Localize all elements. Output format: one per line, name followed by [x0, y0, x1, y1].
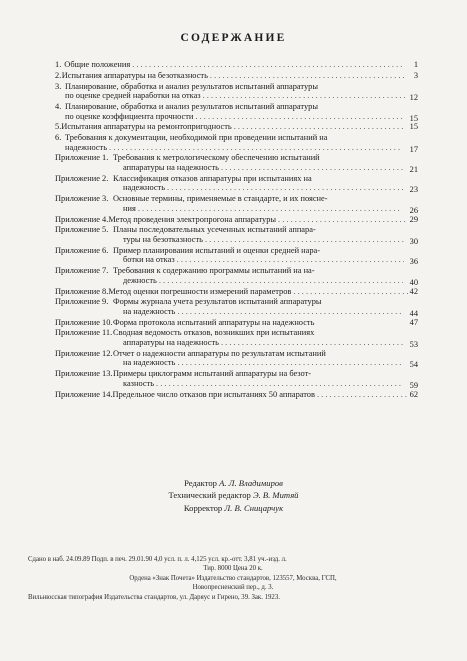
section-number: 6.	[55, 133, 62, 143]
toc-entry	[55, 317, 418, 328]
toc-entry-text: Примеры циклограмм испытаний аппаратуры на безот-	[113, 369, 312, 379]
toc-entry	[55, 101, 418, 123]
toc-line	[55, 102, 415, 112]
toc-entry	[55, 328, 418, 350]
toc-entry	[55, 122, 418, 132]
toc-page-number: 62	[409, 389, 418, 399]
toc-entry-text: Форма протокола испытаний аппаратуры на надежность	[113, 317, 315, 327]
imprint-line: Вильнюсская типография Издательства стандартов, ул. Даряус и Гирено, 39. Зак. 1923.	[28, 593, 280, 601]
credit-name: Л. В. Сницарчук	[224, 502, 284, 513]
appendix-label: Приложение 5.	[55, 225, 109, 235]
credit-name: А. Л. Владимиров	[219, 478, 283, 488]
toc-entry	[55, 348, 418, 370]
toc-entry-text: Планирование, обработка и анализ результатов испытаний аппаратуры	[65, 101, 318, 111]
toc-line	[55, 82, 415, 92]
toc-line	[55, 328, 415, 338]
leader-dots	[132, 60, 402, 70]
appendix-label: Приложение 11.	[55, 328, 113, 338]
toc-page-number: 3	[413, 70, 418, 80]
toc-page-number: 30	[409, 236, 418, 246]
imprint-line: Ордена «Знак Почета» Издательство стандартов, 123557, Москва, ГСП,	[129, 574, 337, 582]
imprint-line: Тир. 8000 Цена 20 к.	[203, 565, 263, 573]
toc-entry-text: Сводная ведомость отказов, возникших при испытаниях	[113, 328, 315, 338]
appendix-label: Приложение 2.	[55, 173, 109, 183]
toc-entry	[55, 173, 418, 195]
toc-line	[55, 307, 415, 317]
toc-line	[55, 183, 415, 193]
toc-line	[55, 255, 415, 265]
toc-line	[55, 133, 415, 143]
leader-dots	[221, 338, 405, 348]
leader-dots	[195, 112, 404, 122]
toc-line	[55, 153, 415, 163]
toc-line	[55, 318, 415, 328]
toc-line	[55, 338, 415, 348]
appendix-label: Приложение 4.	[55, 214, 109, 224]
toc-entry-text: казность	[123, 378, 155, 388]
toc-entry	[55, 369, 418, 390]
toc-entry-text: Требования к метрологическому обеспечению испытаний	[113, 153, 320, 163]
credit-role: Редактор	[184, 478, 217, 488]
toc-entry	[55, 60, 418, 70]
toc-entry-text: надежность	[123, 183, 166, 193]
toc-line	[55, 225, 415, 235]
toc-line	[55, 163, 415, 173]
toc-page-number: 26	[409, 205, 418, 215]
credit-role: Корректор	[183, 502, 223, 513]
section-number: 1.	[55, 60, 62, 69]
toc-entry	[55, 214, 418, 225]
toc-entry-text: Метод оценки погрешности измерений параметров	[108, 286, 292, 296]
leader-dots	[138, 204, 402, 214]
section-number: 2.	[55, 70, 62, 80]
toc-page-number: 44	[409, 308, 418, 318]
section-number: 4.	[55, 101, 62, 111]
toc-page-number: 15	[409, 113, 418, 123]
toc-entry-text: Классификация отказов аппаратуры при испытаниях на	[113, 173, 312, 183]
toc-line	[55, 297, 415, 307]
appendix-label: Приложение 1.	[55, 153, 109, 163]
toc-line	[55, 349, 415, 359]
toc-entry-text: Требования к содержанию программы испытаний на на-	[113, 266, 315, 276]
toc-line	[55, 204, 415, 214]
toc-page-number: 40	[409, 277, 418, 287]
toc-page-number: 12	[409, 93, 418, 103]
toc-entry-text: Общие положения	[64, 60, 131, 69]
toc-entry	[55, 194, 418, 215]
leader-dots	[109, 143, 401, 153]
toc-page-number: 42	[409, 286, 418, 296]
toc-entry-text: аппаратуры на надежность	[123, 338, 219, 348]
toc-page-number: 47	[409, 317, 418, 327]
appendix-label: Приложение 14.	[55, 389, 113, 399]
toc-line	[55, 91, 415, 101]
leader-dots	[177, 255, 404, 265]
toc-line	[55, 276, 415, 286]
toc-entry	[55, 266, 418, 287]
toc-page-number: 1	[413, 60, 418, 69]
toc-entry-text: на надежность	[123, 306, 176, 316]
appendix-label: Приложение 6.	[55, 245, 109, 255]
toc-entry	[55, 153, 418, 175]
toc-page-number: 21	[409, 165, 418, 175]
table-of-contents	[55, 60, 418, 400]
toc-entry-text: ния	[123, 203, 136, 213]
toc-entry	[55, 225, 418, 246]
credit-line	[0, 489, 467, 501]
toc-entry	[55, 389, 418, 400]
toc-line	[55, 287, 415, 297]
toc-entry-text: Основные термины, применяемые в стандарте, и их поясне-	[113, 194, 328, 204]
toc-entry-text: дежность	[123, 275, 157, 285]
toc-entry	[55, 297, 418, 318]
leader-dots	[167, 183, 403, 193]
leader-dots	[159, 276, 403, 286]
toc-line	[55, 112, 415, 122]
credit-line	[0, 502, 467, 514]
toc-entry-text: туры на безотказность	[123, 234, 203, 244]
toc-entry	[55, 133, 418, 154]
leader-dots	[234, 122, 406, 132]
toc-entry-text: Пример планирования испытаний и оценки средней нара-	[113, 245, 321, 255]
toc-entry-text: на надежность	[123, 358, 176, 368]
appendix-label: Приложение 9.	[55, 297, 109, 307]
toc-line	[55, 358, 415, 368]
toc-entry-text: надежность	[65, 142, 108, 152]
toc-line	[55, 369, 415, 379]
leader-dots	[293, 287, 408, 297]
toc-entry-text: Испытания аппаратуры на безотказность	[61, 70, 208, 80]
page-title: СОДЕРЖАНИЕ	[180, 32, 287, 44]
credit-line	[0, 477, 467, 489]
toc-entry-text: ботки на отказ	[123, 255, 175, 265]
toc-page-number: 15	[409, 122, 418, 132]
leader-dots	[177, 307, 403, 317]
appendix-label: Приложение 13.	[55, 369, 113, 379]
toc-line	[55, 215, 415, 225]
toc-entry	[55, 81, 418, 103]
leader-dots	[156, 379, 403, 389]
toc-page-number: 59	[409, 380, 418, 390]
toc-line	[55, 122, 415, 132]
appendix-label: Приложение 10.	[55, 317, 113, 327]
toc-line	[55, 174, 415, 184]
toc-entry-text: Предельное число отказов при испытаниях 50 аппаратов	[112, 389, 315, 399]
toc-entry-text: Планирование, обработка и анализ результатов испытаний аппаратуры	[65, 81, 318, 91]
imprint-line: Сдано в наб. 24.09.89 Подп. в печ. 29.01.90 4,0 усл. п. л. 4,125 усл. кр.-отт. 3,81 уч.-изд. л.	[28, 556, 287, 563]
leader-dots	[221, 163, 405, 173]
toc-entry	[55, 245, 418, 267]
section-number: 3.	[55, 81, 62, 91]
appendix-label: Приложение 3.	[55, 194, 109, 204]
editorial-credits	[0, 477, 467, 514]
toc-page-number: 53	[409, 340, 418, 350]
imprint	[28, 555, 438, 602]
toc-page-number: 23	[409, 185, 418, 195]
toc-entry-text: Отчет о надежности аппаратуры по результатам испытаний	[113, 348, 326, 358]
credit-name: Э. В. Митяй	[252, 490, 299, 501]
toc-line	[55, 246, 415, 256]
imprint-line: Новопресненский пер., д. 3.	[192, 584, 274, 592]
section-number: 5.	[55, 122, 62, 132]
toc-page-number: 17	[409, 144, 418, 154]
toc-entry-text: Метод проведения электропрогона аппаратуры	[108, 214, 277, 224]
leader-dots	[317, 390, 409, 400]
appendix-label: Приложение 8.	[55, 286, 109, 296]
toc-entry-text: Формы журнала учета результатов испытаний аппаратуры	[113, 297, 322, 307]
toc-line	[55, 71, 415, 81]
toc-page-number: 36	[409, 257, 418, 267]
toc-line	[55, 266, 415, 276]
toc-line	[55, 60, 415, 70]
appendix-label: Приложение 12.	[55, 348, 113, 358]
leader-dots	[278, 215, 408, 225]
appendix-label: Приложение 7.	[55, 266, 109, 276]
toc-entry-text: по оценке коэффициента прочности	[65, 111, 194, 121]
toc-line	[55, 143, 415, 153]
toc-page-number: 54	[409, 360, 418, 370]
toc-entry	[55, 286, 418, 297]
leader-dots	[205, 235, 405, 245]
credit-role: Технический редактор	[168, 490, 251, 501]
toc-line	[55, 390, 415, 400]
toc-line	[55, 235, 415, 245]
leader-dots	[177, 358, 403, 368]
toc-line	[55, 194, 415, 204]
toc-entry-text: аппаратуры на надежность	[123, 163, 219, 173]
toc-page-number: 29	[409, 214, 418, 224]
toc-entry-text: Планы последовательных усеченных испытаний аппара-	[113, 225, 316, 235]
toc-entry-text: Испытания аппаратуры на ремонтопригодность	[61, 122, 232, 132]
toc-line	[55, 379, 415, 389]
toc-entry-text: по оценке средней наработки на отказ	[65, 91, 201, 101]
leader-dots	[203, 91, 405, 101]
toc-entry	[55, 70, 418, 81]
leader-dots	[210, 71, 405, 81]
toc-entry-text: Требования к документации, необходимой при проведении испытаний на	[65, 133, 328, 143]
